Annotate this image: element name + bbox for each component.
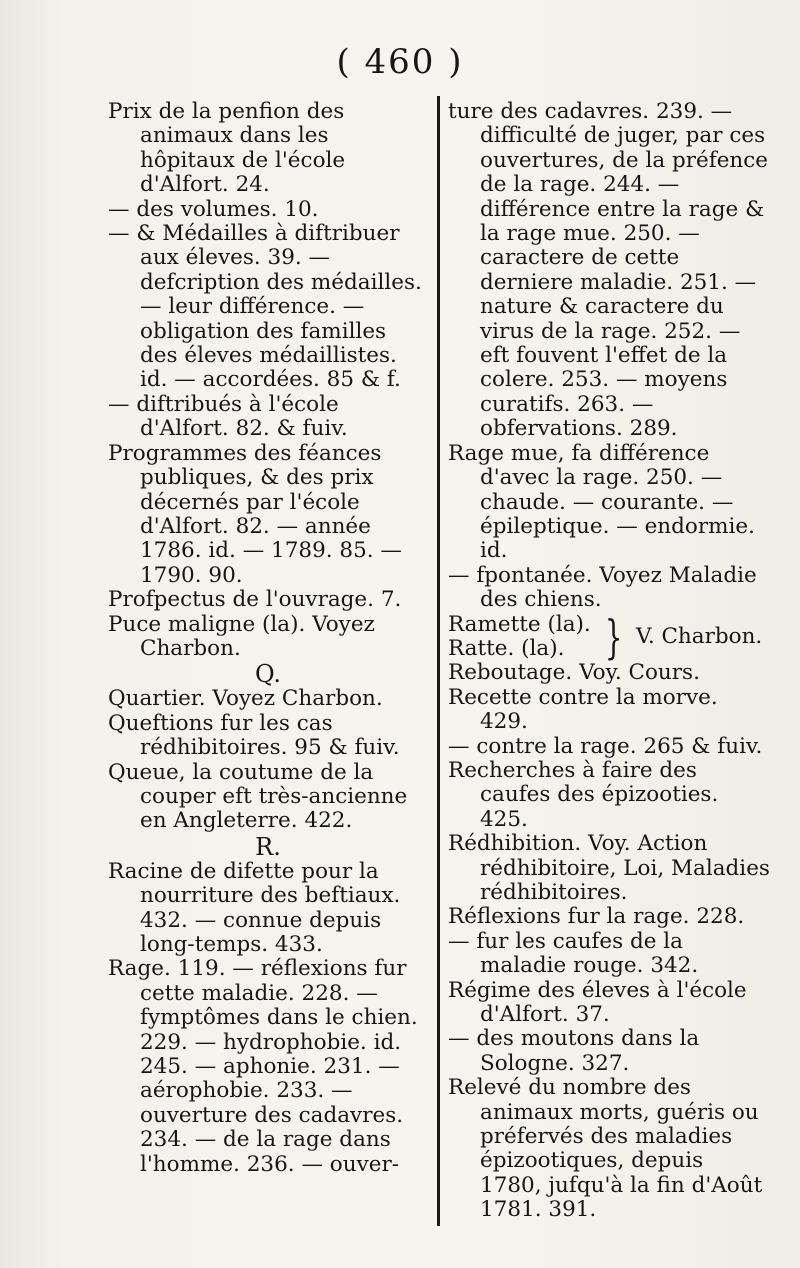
index-entry-name: Ratte. (la).	[448, 635, 565, 661]
index-entry-name: Ramette (la).	[448, 611, 591, 637]
index-entry: Rédhibition. Voy. Action rédhibitoire, Loi, Maladies rédhibitoires.	[448, 831, 770, 905]
index-column-left	[108, 100, 428, 1177]
bracket-names	[448, 613, 591, 662]
index-entry: Rage mue, fa différence d'avec la rage. 250. — chaude. — courante. — épileptique. — endormie. id.	[448, 440, 755, 564]
right-brace-symbol: }	[604, 609, 623, 664]
index-entry: Recette contre la morve. 429.	[448, 684, 718, 735]
index-subentry: — des volumes. 10.	[108, 196, 319, 222]
section-letter: R.	[255, 832, 281, 861]
index-subentry: — fur les caufes de la maladie rouge. 342.	[448, 928, 699, 979]
index-entry: Programmes des féances publiques, & des prix décernés par l'école d'Alfort. 82. — année 1786. id. — 1789. 85. — 1790. 90.	[108, 440, 402, 588]
column-divider	[437, 96, 440, 1226]
index-column-right	[448, 100, 770, 1223]
index-subentry: — contre la rage. 265 & fuiv.	[448, 733, 763, 759]
index-entry: Régime des éleves à l'école d'Alfort. 37.	[448, 977, 747, 1028]
section-letter: Q.	[254, 660, 282, 689]
index-entry: Reboutage. Voy. Cours.	[448, 660, 700, 686]
index-entry: Quartier. Voyez Charbon.	[108, 686, 383, 712]
index-subentry: — fpontanée. Voyez Maladie des chiens.	[448, 562, 757, 613]
index-entry: Réflexions fur la rage. 228.	[448, 904, 745, 930]
index-entry: ture des cadavres. 239. — difficulté de juger, par ces ouvertures, de la préfence de la rage. 244. — différence entre la rage & la rage mue. 250. — caractere de cette derniere maladie. 251. — nature & caractere du virus de la rage. 252. — eft fouvent l'effet de la colere. 253. — moyens curatifs. 263. — obfervations. 289.	[448, 99, 769, 442]
index-subentry: — des moutons dans la Sologne. 327.	[448, 1026, 700, 1076]
index-entry: Recherches à faire des caufes des épizooties. 425.	[448, 757, 719, 832]
index-bracket-group	[448, 609, 770, 664]
index-entry: Profpectus de l'ouvrage. 7.	[108, 587, 402, 613]
index-entry: Queue, la coutume de la couper eft très-ancienne en Angleterre. 422.	[108, 759, 408, 834]
index-entry: Puce maligne (la). Voyez Charbon.	[108, 611, 375, 661]
index-entry: Queftions fur les cas rédhibitoires. 95 & fuiv.	[108, 710, 400, 761]
index-subentry: — diftribués à l'école d'Alfort. 82. & fuiv.	[108, 391, 348, 442]
index-entry: Rage. 119. — réflexions fur cette maladie. 228. — fymptômes dans le chien. 229. — hydrophobie. id. 245. — aphonie. 231. — aérophobie. 233. — ouverture des cadavres. 234. — de la rage dans l'homme. 236. — ouver-	[108, 956, 418, 1177]
cross-reference: V. Charbon.	[636, 623, 763, 649]
index-entry: Racine de difette pour la nourriture des beftiaux. 432. — connue depuis long-temps. 433.	[108, 858, 401, 957]
index-subentry: — & Médailles à diftribuer aux éleves. 39. — defcription des médailles. — leur différence. — obligation des familles des éleves médaillistes. id. — accordées. 85 & f.	[108, 221, 422, 393]
index-entry: Prix de la penfion des animaux dans les hôpitaux de l'école d'Alfort. 24.	[108, 99, 346, 198]
index-entry: Relevé du nombre des animaux morts, guéris ou préfervés des maladies épizootiques, depuis 1780, jufqu'à la fin d'Août 1781. 391.	[448, 1075, 763, 1223]
page-number: ( 460 )	[336, 42, 464, 82]
